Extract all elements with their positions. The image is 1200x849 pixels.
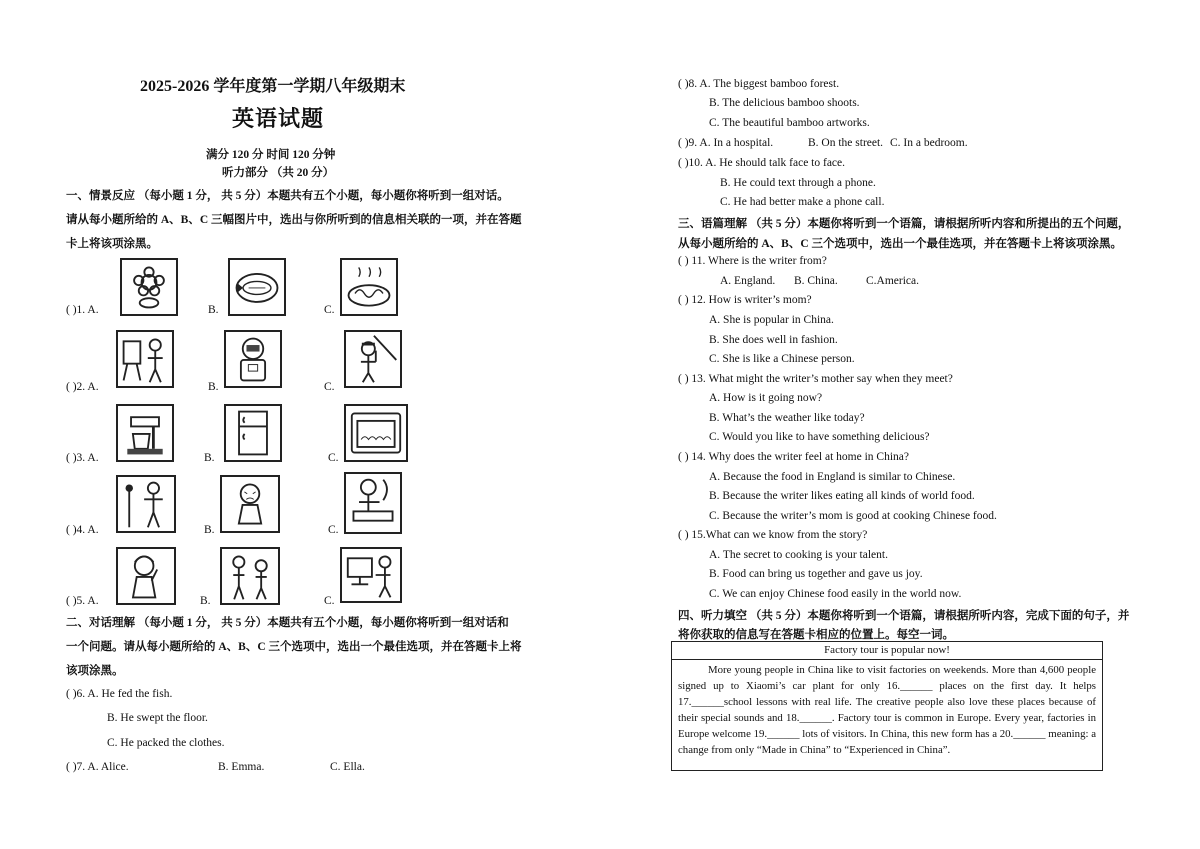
question-15-option-c: C. We can enjoy Chinese food easily in the world now. [709,588,962,600]
man-at-computer-icon [340,547,402,603]
fish-plate-icon [228,258,286,316]
passage-text: More young people in China like to visit factories on weekends. More than 4,600 people signed up to Xiaomi’s car plant for only 16.______ places on the first day. It helps 17.______school lessons with real life. The creative people also love these places because of their special sounds and 18.______. Factory tour is common in Europe. Every year, factories in Europe welcome 19.______ lots of visitors. In China, this new form has a 20.______ meaning: a change from only “Made in China” to “Experienced in China”. [678,664,1096,756]
question-5-label: ( )5. A. [66,595,99,607]
question-10-option-b: B. He could text through a phone. [720,177,876,189]
question-13-option-c: C. Would you like to have something delicious? [709,431,930,443]
soldier-salute-icon [344,330,402,388]
exam-subtitle: 英语试题 [232,106,325,131]
question-14-stem: ( ) 14. Why does the writer feel at home in China? [678,451,909,463]
question-14-option-a: A. Because the food in England is similar to Chinese. [709,471,956,483]
question-3-option-c: C. [328,452,339,464]
question-13-stem: ( ) 13. What might the writer’s mother say when they meet? [678,373,953,385]
question-11-stem: ( ) 11. Where is the writer from? [678,255,827,267]
question-1-label: ( )1. A. [66,304,99,316]
question-2-label: ( )2. A. [66,381,99,393]
listening-part-label: 听力部分 （共 20 分） [222,167,335,179]
section1-heading-line2: 请从每小题所给的 A、B、C 三幅图片中，选出与你所听到的信息相关联的一项，并在答题 [66,214,522,226]
question-4-option-b: B. [204,524,215,536]
question-6-option-b: B. He swept the floor. [107,712,208,724]
question-10-stem: ( )10. A. He should talk face to face. [678,157,846,169]
question-8-option-c: C. The beautiful bamboo artworks. [709,117,870,129]
question-10-option-c: C. He had better make a phone call. [720,196,885,208]
section1-heading-line3: 卡上将该项涂黑。 [66,238,158,250]
question-3-label: ( )3. A. [66,452,99,464]
question-14-option-c: C. Because the writer’s mom is good at cooking Chinese food. [709,510,997,522]
question-6-stem: ( )6. A. He fed the fish. [66,688,173,700]
question-2-option-c: C. [324,381,335,393]
question-15-option-b: B. Food can bring us together and gave us joy. [709,568,923,580]
section2-heading-line2: 一个问题。请从每小题所给的 A、B、C 三个选项中，选出一个最佳选项，并在答题卡上将 [66,641,522,653]
section2-heading-line3: 该项涂黑。 [66,665,124,677]
question-7-stem: ( )7. A. Alice. [66,761,129,773]
question-15-stem: ( ) 15.What can we know from the story? [678,529,868,541]
question-5-option-c: C. [324,595,335,607]
question-11-option-c: C.America. [866,275,920,287]
question-11-option-a: A. England. [720,275,776,287]
stand-mixer-icon [116,404,174,462]
question-12-option-b: B. She does well in fashion. [709,334,838,346]
exam-score-time: 满分 120 分 时间 120 分钟 [206,149,336,161]
fill-in-passage-box [671,641,1103,771]
question-1-option-c: C. [324,304,335,316]
question-14-option-b: B. Because the writer likes eating all kinds of world food. [709,490,975,502]
oven-icon [344,404,408,462]
painter-easel-icon [116,330,174,388]
question-8-stem: ( )8. A. The biggest bamboo forest. [678,78,840,90]
section3-heading-line1: 三、语篇理解 （共 5 分）本题你将听到一个语篇，请根据所听内容和所提出的五个问题， [678,218,1130,230]
question-7-option-b: B. Emma. [218,761,265,773]
question-9-stem: ( )9. A. In a hospital. [678,137,774,149]
two-people-talking-icon [220,547,280,605]
passage-title: Factory tour is popular now! [672,642,1102,660]
question-5-option-b: B. [200,595,211,607]
fridge-icon [224,404,282,462]
question-9-option-b: B. On the street. [808,137,884,149]
question-4-option-c: C. [328,524,339,536]
question-7-option-c: C. Ella. [330,761,365,773]
section3-heading-line2: 从每小题所给的 A、B、C 三个选项中，选出一个最佳选项，并在答题卡上将该项涂黑。 [678,238,1123,250]
question-2-option-b: B. [208,381,219,393]
question-12-stem: ( ) 12. How is writer’s mom? [678,294,812,306]
section1-heading-line1: 一、情景反应 （每小题 1 分， 共 5 分）本题共有五个小题，每小题你将听到一组对话。 [66,190,509,202]
section4-heading-line2: 将你获取的信息写在答题卡相应的位置上。每空一词。 [678,629,954,641]
question-13-option-a: A. How is it going now? [709,392,823,404]
passage-body [678,662,1096,758]
boy-washing-dishes-icon [344,472,402,534]
astronaut-icon [224,330,282,388]
question-13-option-b: B. What’s the weather like today? [709,412,865,424]
section2-heading-line1: 二、对话理解 （每小题 1 分， 共 5 分）本题共有五个小题，每小题你将听到一组对话和 [66,617,509,629]
question-11-option-b: B. China. [794,275,838,287]
question-3-option-b: B. [204,452,215,464]
section4-heading-line1: 四、听力填空 （共 5 分）本题你将听到一个语篇，请根据所听内容，完成下面的句子，并 [678,610,1130,622]
flower-badge-icon [120,258,178,316]
question-12-option-c: C. She is like a Chinese person. [709,353,855,365]
question-12-option-a: A. She is popular in China. [709,314,834,326]
question-15-option-a: A. The secret to cooking is your talent. [709,549,888,561]
question-4-label: ( )4. A. [66,524,99,536]
noodles-plate-icon [340,258,398,316]
question-8-option-b: B. The delicious bamboo shoots. [709,97,860,109]
girl-crying-icon [220,475,280,533]
exam-title: 2025-2026 学年度第一学期八年级期末 [140,78,406,95]
girl-thinking-icon [116,547,176,605]
question-9-option-c: C. In a bedroom. [890,137,968,149]
question-6-option-c: C. He packed the clothes. [107,737,225,749]
singer-microphone-icon [116,475,176,533]
question-1-option-b: B. [208,304,219,316]
